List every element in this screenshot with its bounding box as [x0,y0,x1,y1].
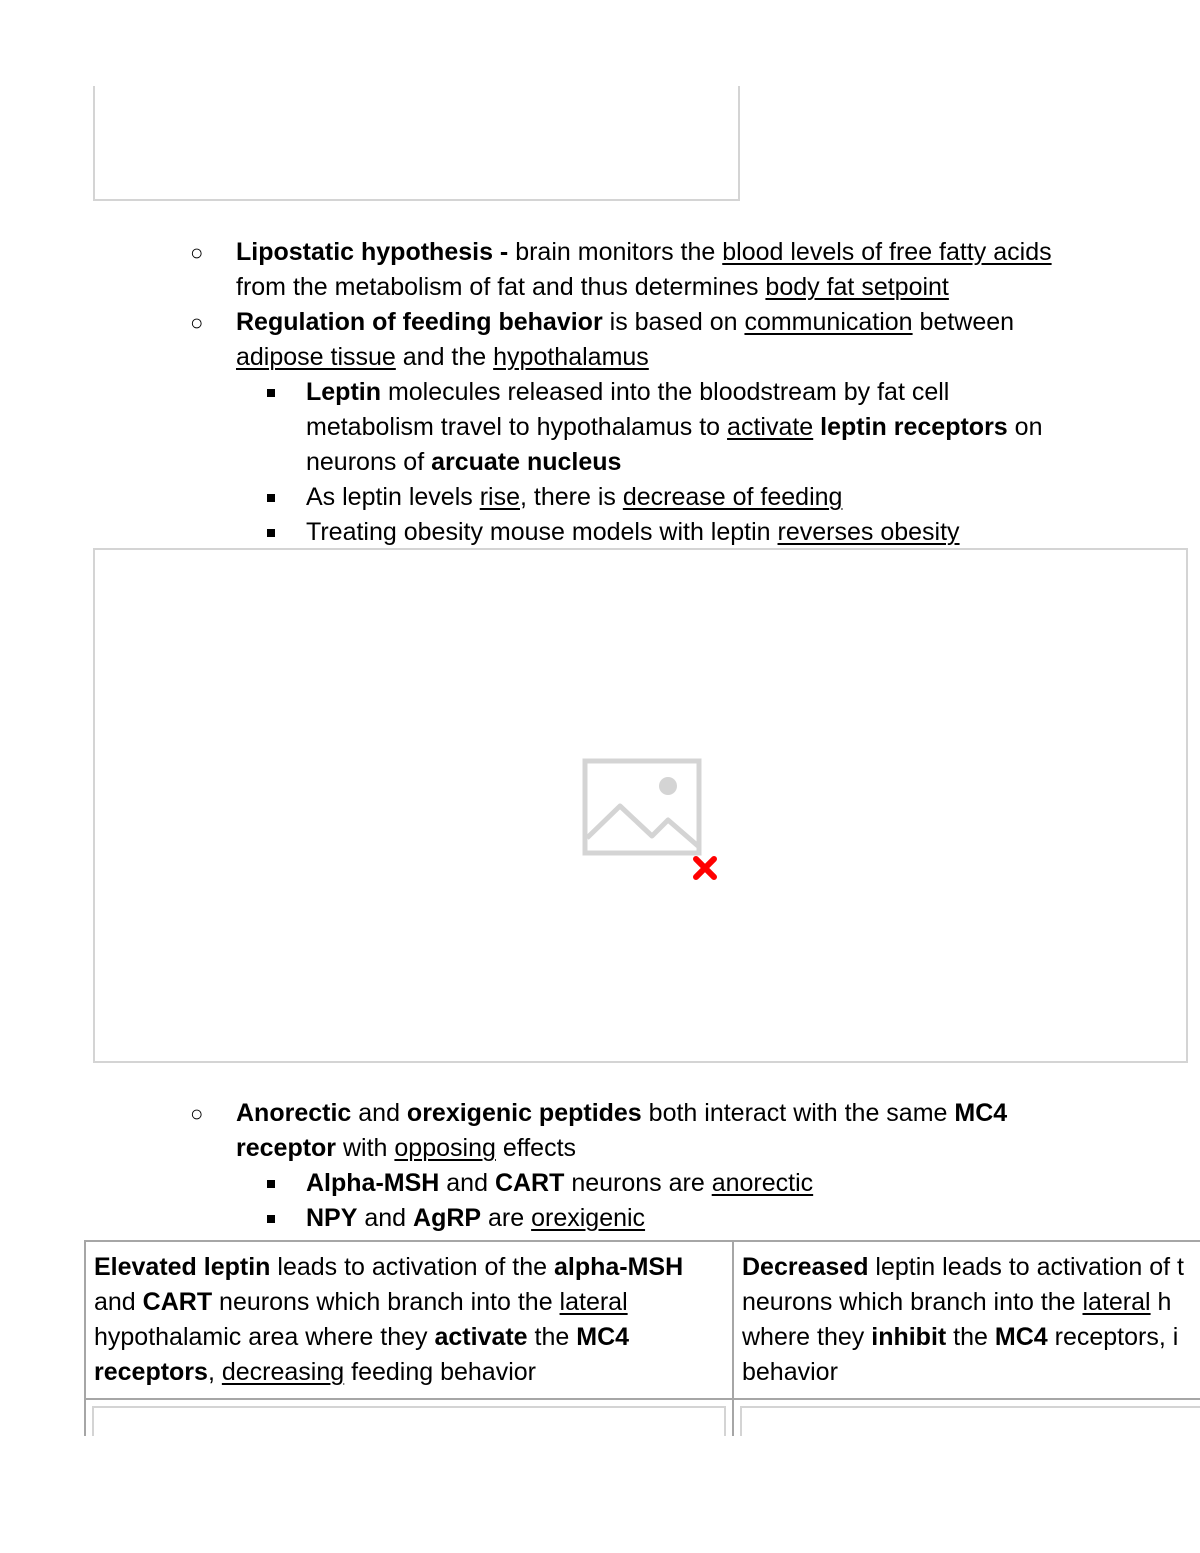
table-row [85,1241,1200,1399]
underlined-text: body fat setpoint [765,273,949,301]
text: between [912,308,1015,336]
text: As leptin levels [306,483,480,511]
underlined-text: decreasing [221,1358,345,1386]
text: behavior [742,1358,838,1386]
cell-line [742,1355,1200,1390]
bold-text: MC4 [994,1323,1048,1351]
underlined-text: rise [479,483,520,511]
list-item-levels [306,480,842,515]
cell-line [94,1285,724,1320]
underlined-text: hypothalamus [493,343,649,371]
bold-text: CART [494,1169,565,1197]
text: feeding behavior [344,1358,536,1386]
term-leptin: Leptin [306,378,381,406]
underlined-text: anorectic [711,1169,814,1197]
separator: - [492,238,516,266]
text: , there is [520,483,623,511]
red-x-icon [692,855,718,881]
bold-text: AgRP [413,1204,482,1232]
list-item-leptin-line2 [306,410,1042,445]
text: and [357,1204,414,1232]
bold-text: arcuate nucleus [431,448,622,476]
bold-text: CART [142,1288,213,1316]
cell-line [94,1355,724,1390]
text: are [481,1204,532,1232]
list-bullet-circle: ○ [190,310,204,335]
bold-text: Decreased [742,1253,869,1281]
list-item-leptin-line1 [306,375,949,410]
cell-line [94,1250,724,1285]
text: molecules released into the bloodstream by fat cell [381,378,950,406]
text: and [351,1099,407,1127]
table-cell-decreased-leptin [733,1241,1200,1399]
cell-line [742,1250,1200,1285]
text: Treating obesity mouse models with leptin [306,518,778,546]
underlined-text: lateral [559,1288,628,1316]
underlined-text: communication [744,308,913,336]
underlined-text: reverses obesity [777,518,960,546]
bold-text: MC4 [954,1099,1008,1127]
text: the [527,1323,577,1351]
list-item-lipostatic-line1 [236,235,1052,270]
bold-text: Elevated leptin [94,1253,271,1281]
cell-line [742,1320,1200,1355]
bold-text: Anorectic [236,1099,352,1127]
text: neurons which branch into the [742,1288,1083,1316]
bold-text: alpha-MSH [553,1253,684,1281]
list-bullet-square [267,1180,275,1188]
image-frame-broken [93,548,1188,1063]
text: , [207,1358,222,1386]
underlined-text: lateral [1082,1288,1151,1316]
page-bottom-margin [0,1436,1200,1553]
text: effects [495,1134,577,1162]
underlined-text: activate [727,413,814,441]
text: the [946,1323,995,1351]
bold-text: activate [434,1323,528,1351]
text: on [1007,413,1043,441]
bold-text: MC4 [576,1323,630,1351]
list-item-regulation-line2 [236,340,649,375]
text: neurons of [306,448,432,476]
text: h [1150,1288,1172,1316]
list-item-regulation-line1 [236,305,1014,340]
text: brain monitors the [515,238,723,266]
table-cell-elevated-leptin [85,1241,733,1399]
bold-text: receptors [94,1358,208,1386]
list-bullet-circle: ○ [190,1101,204,1126]
bold-text: NPY [306,1204,358,1232]
text: both interact with the same [641,1099,955,1127]
image-frame-top [93,86,740,201]
underlined-text: adipose tissue [236,343,396,371]
text: where they [742,1323,872,1351]
bold-text: orexigenic peptides [406,1099,642,1127]
list-item-anorectic-line1 [236,1096,1007,1131]
list-bullet-square [267,494,275,502]
underlined-text: opposing [394,1134,496,1162]
text: neurons which branch into the [212,1288,560,1316]
term-lipostatic: Lipostatic hypothesis [236,238,493,266]
underlined-text: orexigenic [531,1204,646,1232]
image-placeholder-icon [582,758,704,858]
list-item-lipostatic-line2 [236,270,949,305]
term-regulation: Regulation of feeding behavior [236,308,603,336]
text: is based on [602,308,745,336]
text: with [336,1134,395,1162]
text: receptors, i [1047,1323,1179,1351]
list-item-treating [306,515,960,550]
text: neurons are [564,1169,712,1197]
list-bullet-square [267,529,275,537]
text: and [94,1288,143,1316]
text: hypothalamic area where they [94,1323,435,1351]
bold-text: leptin receptors [813,413,1008,441]
text: and the [395,343,494,371]
bold-text: inhibit [871,1323,947,1351]
text: metabolism travel to hypothalamus to [306,413,728,441]
list-item-leptin-line3 [306,445,621,480]
underlined-text: blood levels of free fatty acids [722,238,1052,266]
list-bullet-square [267,389,275,397]
cell-line [742,1285,1200,1320]
text: from the metabolism of fat and thus determines [236,273,766,301]
list-item-anorectic-line2 [236,1131,576,1166]
list-bullet-circle: ○ [190,240,204,265]
list-bullet-square [267,1215,275,1223]
underlined-text: decrease of feeding [622,483,843,511]
list-item-npy [306,1201,645,1236]
cell-line [94,1320,724,1355]
text: leads to activation of the [270,1253,554,1281]
text: and [439,1169,495,1197]
bold-text: receptor [236,1134,337,1162]
text: leptin leads to activation of t [868,1253,1184,1281]
bold-text: Alpha-MSH [306,1169,440,1197]
list-item-alpha [306,1166,813,1201]
